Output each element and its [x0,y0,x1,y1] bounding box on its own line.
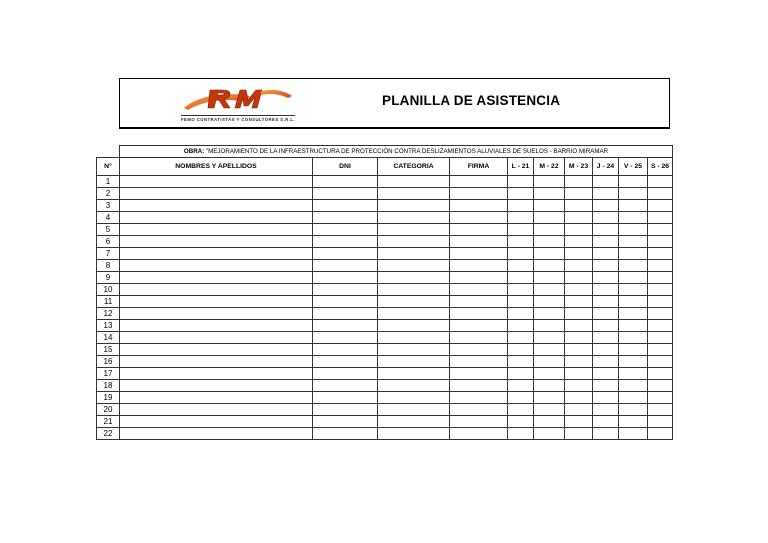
dni-cell[interactable] [313,260,378,272]
table-row [97,260,673,272]
category-cell[interactable] [378,368,450,380]
day-cell[interactable] [619,356,648,368]
category-cell[interactable] [378,224,450,236]
day-cell[interactable] [619,416,648,428]
day-cell[interactable] [534,320,565,332]
day-cell[interactable] [534,188,565,200]
day-cell[interactable] [565,272,593,284]
name-cell[interactable] [120,344,313,356]
name-cell[interactable] [120,176,313,188]
signature-cell[interactable] [450,392,508,404]
table-row [97,404,673,416]
day-cell[interactable] [534,416,565,428]
row-number: 17 [97,368,120,380]
day-cell[interactable] [593,320,619,332]
day-cell[interactable] [565,224,593,236]
dni-cell[interactable] [313,404,378,416]
day-cell[interactable] [593,356,619,368]
day-cell[interactable] [648,308,673,320]
day-cell[interactable] [593,224,619,236]
category-cell[interactable] [378,320,450,332]
dni-cell[interactable] [313,200,378,212]
day-cell[interactable] [648,200,673,212]
name-cell[interactable] [120,272,313,284]
day-cell[interactable] [648,248,673,260]
day-cell[interactable] [534,236,565,248]
table-row [97,368,673,380]
signature-cell[interactable] [450,428,508,440]
day-cell[interactable] [565,368,593,380]
day-cell[interactable] [508,368,534,380]
name-cell[interactable] [120,368,313,380]
day-cell[interactable] [648,260,673,272]
day-cell[interactable] [593,260,619,272]
name-cell[interactable] [120,260,313,272]
dni-cell[interactable] [313,344,378,356]
day-cell[interactable] [619,428,648,440]
day-cell[interactable] [619,392,648,404]
day-cell[interactable] [619,380,648,392]
day-cell[interactable] [619,248,648,260]
name-cell[interactable] [120,332,313,344]
day-cell[interactable] [534,368,565,380]
day-cell[interactable] [593,176,619,188]
category-cell[interactable] [378,416,450,428]
name-cell[interactable] [120,308,313,320]
row-number: 3 [97,200,120,212]
signature-cell[interactable] [450,308,508,320]
dni-cell[interactable] [313,308,378,320]
category-cell[interactable] [378,392,450,404]
day-cell[interactable] [593,200,619,212]
day-cell[interactable] [565,416,593,428]
category-cell[interactable] [378,404,450,416]
dni-cell[interactable] [313,428,378,440]
day-cell[interactable] [593,380,619,392]
name-cell[interactable] [120,380,313,392]
day-cell[interactable] [508,392,534,404]
signature-cell[interactable] [450,320,508,332]
signature-cell[interactable] [450,296,508,308]
day-cell[interactable] [508,344,534,356]
table-row [97,308,673,320]
day-cell[interactable] [648,212,673,224]
row-number: 7 [97,248,120,260]
table-row [97,332,673,344]
day-cell[interactable] [619,404,648,416]
signature-cell[interactable] [450,212,508,224]
day-cell[interactable] [619,308,648,320]
company-name: FEMO CONTRATISTAS Y CONSULTORES S.R.L. [181,116,296,122]
name-cell[interactable] [120,428,313,440]
day-cell[interactable] [534,308,565,320]
dni-cell[interactable] [313,224,378,236]
day-cell[interactable] [534,344,565,356]
day-cell[interactable] [534,356,565,368]
day-cell[interactable] [565,176,593,188]
day-cell[interactable] [534,248,565,260]
dni-cell[interactable] [313,368,378,380]
day-cell[interactable] [619,296,648,308]
day-cell[interactable] [593,188,619,200]
day-cell[interactable] [565,344,593,356]
day-cell[interactable] [508,308,534,320]
dni-cell[interactable] [313,272,378,284]
day-cell[interactable] [565,332,593,344]
col-day-1: L - 21 [508,158,534,176]
day-cell[interactable] [593,212,619,224]
name-cell[interactable] [120,200,313,212]
day-cell[interactable] [534,284,565,296]
dni-cell[interactable] [313,380,378,392]
day-cell[interactable] [648,188,673,200]
dni-cell[interactable] [313,332,378,344]
row-number: 12 [97,308,120,320]
day-cell[interactable] [534,392,565,404]
day-cell[interactable] [648,380,673,392]
signature-cell[interactable] [450,200,508,212]
dni-cell[interactable] [313,248,378,260]
row-number: 16 [97,356,120,368]
signature-cell[interactable] [450,272,508,284]
category-cell[interactable] [378,356,450,368]
row-number: 1 [97,176,120,188]
day-cell[interactable] [565,200,593,212]
day-cell[interactable] [565,296,593,308]
table-row [97,344,673,356]
signature-cell[interactable] [450,332,508,344]
dni-cell[interactable] [313,212,378,224]
day-cell[interactable] [565,308,593,320]
day-cell[interactable] [648,176,673,188]
name-cell[interactable] [120,224,313,236]
day-cell[interactable] [648,344,673,356]
table-row [97,428,673,440]
table-row [97,284,673,296]
day-cell[interactable] [648,296,673,308]
day-cell[interactable] [508,272,534,284]
signature-cell[interactable] [450,404,508,416]
day-cell[interactable] [565,356,593,368]
day-cell[interactable] [619,236,648,248]
day-cell[interactable] [565,260,593,272]
day-cell[interactable] [648,332,673,344]
day-cell[interactable] [648,368,673,380]
day-cell[interactable] [508,248,534,260]
day-cell[interactable] [508,224,534,236]
category-cell[interactable] [378,272,450,284]
page-title: PLANILLA DE ASISTENCIA [382,93,561,108]
day-cell[interactable] [534,176,565,188]
col-dni: DNI [313,158,378,176]
day-cell[interactable] [593,404,619,416]
day-cell[interactable] [648,320,673,332]
day-cell[interactable] [565,392,593,404]
signature-cell[interactable] [450,380,508,392]
table-row [97,356,673,368]
col-day-4: J - 24 [593,158,619,176]
day-cell[interactable] [534,332,565,344]
signature-cell[interactable] [450,188,508,200]
category-cell[interactable] [378,284,450,296]
header-row [97,158,673,176]
category-cell[interactable] [378,236,450,248]
row-number: 13 [97,320,120,332]
day-cell[interactable] [565,404,593,416]
name-cell[interactable] [120,296,313,308]
category-cell[interactable] [378,212,450,224]
day-cell[interactable] [565,380,593,392]
dni-cell[interactable] [313,176,378,188]
day-cell[interactable] [508,296,534,308]
row-number: 14 [97,332,120,344]
row-number: 20 [97,404,120,416]
day-cell[interactable] [508,284,534,296]
day-cell[interactable] [619,284,648,296]
day-cell[interactable] [648,404,673,416]
header-box [119,78,670,129]
row-number: 22 [97,428,120,440]
category-cell[interactable] [378,248,450,260]
blank-cell [97,146,120,158]
row-number: 19 [97,392,120,404]
signature-cell[interactable] [450,416,508,428]
day-cell[interactable] [508,416,534,428]
day-cell[interactable] [619,188,648,200]
dni-cell[interactable] [313,296,378,308]
day-cell[interactable] [508,404,534,416]
day-cell[interactable] [534,428,565,440]
day-cell[interactable] [534,380,565,392]
dni-cell[interactable] [313,416,378,428]
day-cell[interactable] [565,212,593,224]
table-row [97,248,673,260]
obra-text: "MEJORAMIENTO DE LA INFRAESTRUCTURA DE PROTECCIÓN CONTRA DESLIZAMIENTOS ALUVIALES DE SUELOS - BARRIO MIRAMAR [205,148,609,155]
day-cell[interactable] [593,296,619,308]
day-cell[interactable] [619,212,648,224]
day-cell[interactable] [619,224,648,236]
day-cell[interactable] [534,260,565,272]
obra-row [97,146,673,158]
dni-cell[interactable] [313,188,378,200]
day-cell[interactable] [534,296,565,308]
table-row [97,416,673,428]
name-cell[interactable] [120,236,313,248]
signature-cell[interactable] [450,344,508,356]
day-cell[interactable] [619,272,648,284]
day-cell[interactable] [648,392,673,404]
day-cell[interactable] [619,368,648,380]
col-num: N° [97,158,120,176]
day-cell[interactable] [619,260,648,272]
day-cell[interactable] [593,428,619,440]
category-cell[interactable] [378,344,450,356]
day-cell[interactable] [593,416,619,428]
row-number: 5 [97,224,120,236]
day-cell[interactable] [565,284,593,296]
category-cell[interactable] [378,200,450,212]
name-cell[interactable] [120,416,313,428]
day-cell[interactable] [619,320,648,332]
dni-cell[interactable] [313,236,378,248]
signature-cell[interactable] [450,368,508,380]
day-cell[interactable] [565,236,593,248]
name-cell[interactable] [120,404,313,416]
day-cell[interactable] [565,320,593,332]
day-cell[interactable] [648,224,673,236]
day-cell[interactable] [534,224,565,236]
dni-cell[interactable] [313,320,378,332]
day-cell[interactable] [534,200,565,212]
row-number: 6 [97,236,120,248]
category-cell[interactable] [378,428,450,440]
day-cell[interactable] [534,272,565,284]
table-row [97,320,673,332]
category-cell[interactable] [378,380,450,392]
day-cell[interactable] [593,272,619,284]
name-cell[interactable] [120,212,313,224]
category-cell[interactable] [378,176,450,188]
row-number: 9 [97,272,120,284]
table-row [97,296,673,308]
day-cell[interactable] [648,272,673,284]
name-cell[interactable] [120,392,313,404]
day-cell[interactable] [619,176,648,188]
row-number: 18 [97,380,120,392]
attendance-table [96,145,673,440]
day-cell[interactable] [508,320,534,332]
day-cell[interactable] [593,332,619,344]
signature-cell[interactable] [450,224,508,236]
day-cell[interactable] [648,284,673,296]
table-row [97,200,673,212]
name-cell[interactable] [120,320,313,332]
day-cell[interactable] [565,248,593,260]
signature-cell[interactable] [450,356,508,368]
day-cell[interactable] [508,332,534,344]
day-cell[interactable] [508,428,534,440]
day-cell[interactable] [508,200,534,212]
day-cell[interactable] [593,284,619,296]
day-cell[interactable] [593,392,619,404]
day-cell[interactable] [619,344,648,356]
table-row [97,212,673,224]
col-signature: FIRMA [450,158,508,176]
table-row [97,176,673,188]
signature-cell[interactable] [450,236,508,248]
table-row [97,224,673,236]
day-cell[interactable] [619,200,648,212]
day-cell[interactable] [593,368,619,380]
signature-cell[interactable] [450,176,508,188]
col-day-2: M - 22 [534,158,565,176]
day-cell[interactable] [534,404,565,416]
day-cell[interactable] [593,344,619,356]
col-day-5: V - 25 [619,158,648,176]
row-number: 11 [97,296,120,308]
day-cell[interactable] [648,428,673,440]
signature-cell[interactable] [450,284,508,296]
day-cell[interactable] [508,380,534,392]
day-cell[interactable] [648,236,673,248]
obra-label: OBRA: [183,148,205,155]
row-number: 4 [97,212,120,224]
day-cell[interactable] [508,260,534,272]
category-cell[interactable] [378,296,450,308]
table-row [97,392,673,404]
signature-cell[interactable] [450,248,508,260]
day-cell[interactable] [565,428,593,440]
category-cell[interactable] [378,188,450,200]
day-cell[interactable] [593,236,619,248]
day-cell[interactable] [648,356,673,368]
day-cell[interactable] [619,332,648,344]
row-number: 15 [97,344,120,356]
col-name: NOMBRES Y APELLIDOS [120,158,313,176]
col-day-6: S - 26 [648,158,673,176]
dni-cell[interactable] [313,392,378,404]
day-cell[interactable] [534,212,565,224]
row-number: 21 [97,416,120,428]
name-cell[interactable] [120,284,313,296]
name-cell[interactable] [120,248,313,260]
signature-cell[interactable] [450,260,508,272]
name-cell[interactable] [120,188,313,200]
dni-cell[interactable] [313,356,378,368]
day-cell[interactable] [508,356,534,368]
name-cell[interactable] [120,356,313,368]
col-category: CATEGORIA [378,158,450,176]
day-cell[interactable] [593,308,619,320]
category-cell[interactable] [378,260,450,272]
row-number: 10 [97,284,120,296]
table-row [97,188,673,200]
table-row [97,380,673,392]
day-cell[interactable] [508,236,534,248]
col-day-3: M - 23 [565,158,593,176]
day-cell[interactable] [508,176,534,188]
table-row [97,236,673,248]
row-number: 8 [97,260,120,272]
dni-cell[interactable] [313,284,378,296]
day-cell[interactable] [565,188,593,200]
day-cell[interactable] [648,416,673,428]
category-cell[interactable] [378,332,450,344]
day-cell[interactable] [508,212,534,224]
day-cell[interactable] [508,188,534,200]
category-cell[interactable] [378,308,450,320]
day-cell[interactable] [593,248,619,260]
table-row [97,272,673,284]
obra-cell [120,146,673,158]
row-number: 2 [97,188,120,200]
